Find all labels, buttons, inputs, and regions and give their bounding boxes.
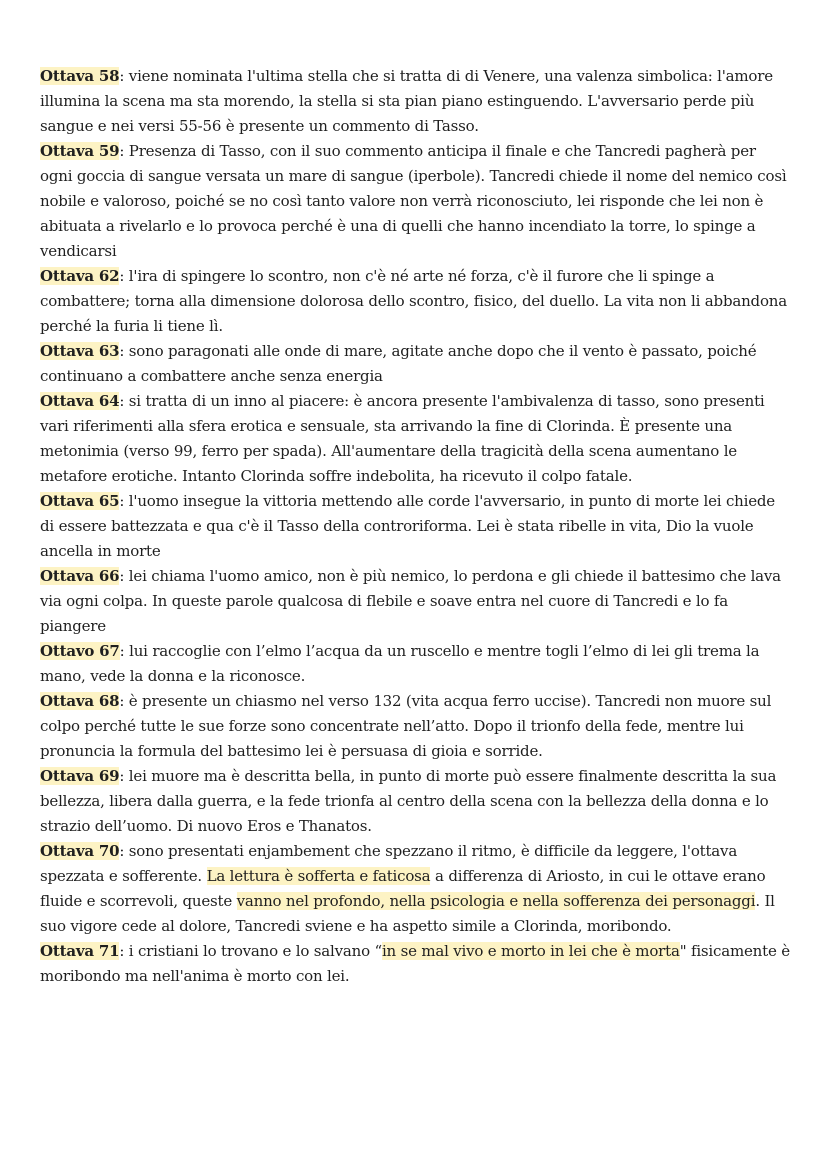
paragraph	[40, 489, 792, 564]
body-text: : lei muore ma è descritta bella, in punto di morte può essere finalmente descritta la sua bellezza, libera dalla guerra, e la fede trionfa al centro della scena con la bellezza della donna e lo strazio dell’uomo. Di nuovo Eros e Thanatos.	[40, 767, 777, 835]
section-label: Ottava 71	[40, 942, 120, 960]
body-text: : lui raccoglie con l’elmo l’acqua da un ruscello e mentre togli l’elmo di lei gli trema la mano, vede la donna e la riconosce.	[40, 642, 760, 685]
section-label: Ottava 66	[40, 567, 120, 585]
body-text: : viene nominata l'ultima stella che si tratta di di Venere, una valenza simbolica: l'amore illumina la scena ma sta morendo, la stella si sta pian piano estinguendo. L'avversario perde più sangue e nei versi 55-56 è presente un commento di Tasso.	[40, 67, 773, 135]
paragraph	[40, 339, 792, 389]
section-label: Ottava 70	[40, 842, 120, 860]
document-body	[40, 64, 792, 989]
paragraph	[40, 939, 792, 989]
paragraph	[40, 264, 792, 339]
body-text: " fisicamente è moribondo ma nell'anima è morto con lei.	[40, 942, 790, 985]
highlighted-text: vanno nel profondo, nella psicologia e nella sofferenza dei personaggi	[236, 892, 756, 910]
body-text: a differenza di Ariosto, in cui le ottave erano fluide e scorrevoli, queste	[40, 867, 766, 910]
section-label: Ottava 65	[40, 492, 120, 510]
paragraph	[40, 564, 792, 639]
body-text: : l'uomo insegue la vittoria mettendo alle corde l'avversario, in punto di morte lei chiede di essere battezzata e qua c'è il Tasso della controriforma. Lei è stata ribelle in vita, Dio la vuole ancella in morte	[40, 492, 775, 560]
body-text: : è presente un chiasmo nel verso 132 (vita acqua ferro uccise). Tancredi non muore sul colpo perché tutte le sue forze sono concentrate nell’atto. Dopo il trionfo della fede, mentre lui pronuncia la formula del battesimo lei è persuasa di gioia e sorride.	[40, 692, 772, 760]
paragraph	[40, 389, 792, 489]
section-label: Ottava 64	[40, 392, 120, 410]
section-label: Ottava 58	[40, 67, 120, 85]
section-label: Ottava 63	[40, 342, 120, 360]
body-text: : sono paragonati alle onde di mare, agitate anche dopo che il vento è passato, poiché continuano a combattere anche senza energia	[40, 342, 757, 385]
section-label: Ottavo 67	[40, 642, 120, 660]
highlighted-text: La lettura è sofferta e faticosa	[206, 867, 431, 885]
highlighted-text: in se mal vivo e morto in lei che è morta	[381, 942, 680, 960]
paragraph	[40, 689, 792, 764]
section-label: Ottava 62	[40, 267, 120, 285]
paragraph	[40, 839, 792, 939]
section-label: Ottava 68	[40, 692, 120, 710]
paragraph	[40, 639, 792, 689]
paragraph	[40, 764, 792, 839]
body-text: : Presenza di Tasso, con il suo commento anticipa il finale e che Tancredi pagherà per ogni goccia di sangue versata un mare di sangue (iperbole). Tancredi chiede il nome del nemico così nobile e valoroso, poiché se no così tanto valore non verrà riconosciuto, lei risponde che lei non è abituata a rivelarlo e lo provoca perché è una di quelli che hanno incendiato la torre, lo spinge a vendicarsi	[40, 142, 787, 260]
section-label: Ottava 69	[40, 767, 120, 785]
body-text: : i cristiani lo trovano e lo salvano “	[119, 942, 382, 960]
paragraph	[40, 64, 792, 139]
body-text: : si tratta di un inno al piacere: è ancora presente l'ambivalenza di tasso, sono presenti vari riferimenti alla sfera erotica e sensuale, sta arrivando la fine di Clorinda. È presente una metonimia (verso 99, ferro per spada). All'aumentare della tragicità della scena aumentano le metafore erotiche. Intanto Clorinda soffre indebolita, ha ricevuto il colpo fatale.	[40, 392, 765, 485]
paragraph	[40, 139, 792, 264]
section-label: Ottava 59	[40, 142, 120, 160]
body-text: . Il suo vigore cede al dolore, Tancredi sviene e ha aspetto simile a Clorinda, moribondo.	[40, 892, 775, 935]
body-text: : sono presentati enjambement che spezzano il ritmo, è difficile da leggere, l'ottava spezzata e sofferente.	[40, 842, 738, 885]
body-text: : lei chiama l'uomo amico, non è più nemico, lo perdona e gli chiede il battesimo che lava via ogni colpa. In queste parole qualcosa di flebile e soave entra nel cuore di Tancredi e lo fa piangere	[40, 567, 781, 635]
body-text: : l'ira di spingere lo scontro, non c'è né arte né forza, c'è il furore che li spinge a combattere; torna alla dimensione dolorosa dello scontro, fisico, del duello. La vita non li abbandona perché la furia li tiene lì.	[40, 267, 787, 335]
